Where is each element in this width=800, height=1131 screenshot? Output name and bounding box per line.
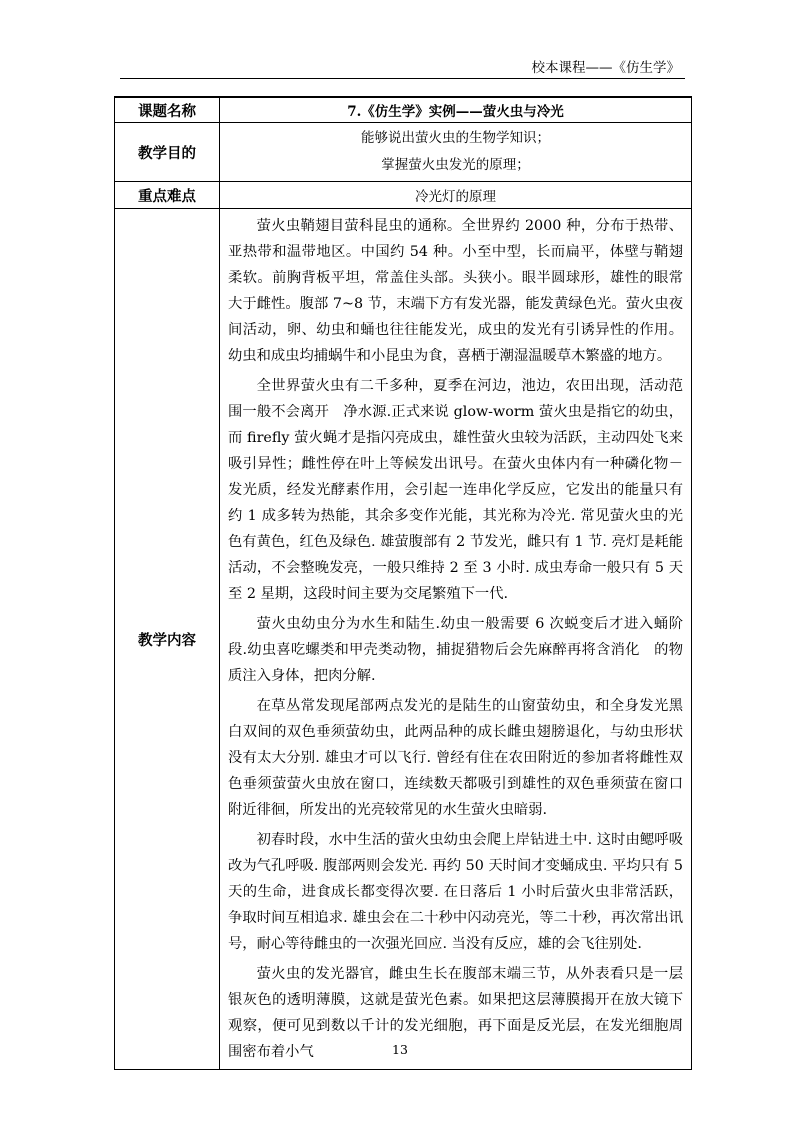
content-paragraph: 在草丛常发现尾部两点发光的是陆生的山窗萤幼虫，和全身发光黑白双间的双色垂须萤幼虫，此两品种的成长雌虫翅膀退化，与幼虫形状没有太大分别. 雄虫才可以飞行. 曾经有住在农田附近的参加者将雌性双色垂须萤萤火虫放在窗口，连续数天都吸引到雄性的双色垂须萤在窗口附近徘徊，所发出的光亮较常见的水生萤火虫暗弱. <box>228 698 683 818</box>
objective-line: 掌握萤火虫发光的原理； <box>381 157 530 173</box>
row-topic <box>115 97 692 123</box>
row-content <box>115 209 692 1070</box>
content-label: 教学内容 <box>115 209 220 1070</box>
topic-label: 课题名称 <box>115 97 220 123</box>
running-header: 校本课程——《仿生学》 <box>531 60 680 76</box>
topic-value: 7.《仿生学》实例——萤火虫与冷光 <box>220 97 692 123</box>
key-points-value: 冷光灯的原理 <box>220 182 692 209</box>
content-paragraph: 萤火虫鞘翅目萤科昆虫的通称。全世界约 2000 种，分布于热带、亚热带和温带地区。中国约 54 种。小至中型，长而扁平，体壁与鞘翅柔软。前胸背板平坦，常盖住头部。头狭小。眼半圆球形，雄性的眼常大于雌性。腹部 7~8 节，末端下方有发光器，能发黄绿色光。萤火虫夜间活动，卵、幼虫和蛹也往往能发光，成虫的发光有引诱异性的作用。幼虫和成虫均捕蜗牛和小昆虫为食，喜栖于潮湿温暖草木繁盛的地方。 <box>228 218 683 364</box>
objective-line: 能够说出萤火虫的生物学知识； <box>361 130 550 146</box>
lesson-plan-table <box>114 96 692 1070</box>
content-paragraph: 萤火虫的发光器官，雌虫生长在腹部末端三节，从外表看只是一层银灰色的透明薄膜，这就是萤光色素。如果把这层薄膜揭开在放大镜下观察，便可见到数以千计的发光细胞，再下面是反光层，在发光细胞周围密布着小气 <box>228 966 683 1060</box>
key-points-label: 重点难点 <box>115 182 220 209</box>
content-body <box>220 209 692 1070</box>
objectives-value <box>220 123 692 182</box>
content-paragraph: 初春时段，水中生活的萤火虫幼虫会爬上岸钻进土中. 这时由鳃呼吸改为气孔呼吸. 腹部两则会发光. 再约 50 天时间才变蛹成虫. 平均只有 5 天的生命，进食成长都变得次要. 在日落后 1 小时后萤火虫非常活跃，争取时间互相追求. 雄虫会在二十秒中闪动亮光，等二十秒，再次常出讯号，耐心等待雌虫的一次强光回应. 当没有反应，雄的会飞往别处. <box>228 832 683 952</box>
row-objectives <box>115 123 692 182</box>
header-rule <box>120 78 685 79</box>
content-paragraph: 全世界萤火虫有二千多种，夏季在河边，池边，农田出现，活动范围一般不会离开 净水源.正式来说 glow-worm 萤火虫是指它的幼虫，而 firefly 萤火蝇才是指闪亮成虫，雄性萤火虫较为活跃，主动四处飞来吸引异性；雌性停在叶上等候发出讯号。在萤火虫体内有一种磷化物－发光质，经发光酵素作用，会引起一连串化学反应，它发出的能量只有约 1 成多转为热能，其余多变作光能，其光称为冷光. 常见萤火虫的光色有黄色，红色及绿色. 雄萤腹部有 2 节发光，雌只有 1 节. 亮灯是耗能活动，不会整晚发亮，一般只维持 2 至 3 小时. 成虫寿命一般只有 5 天至 2 星期，这段时间主要为交尾繁殖下一代. <box>228 378 683 602</box>
row-key-points <box>115 182 692 209</box>
content-paragraph: 萤火虫幼虫分为水生和陆生.幼虫一般需要 6 次蜕变后才进入蛹阶段.幼虫喜吃螺类和甲壳类动物，捕捉猎物后会先麻醉再将含消化 的物质注入身体，把肉分解. <box>228 616 683 684</box>
objectives-label: 教学目的 <box>115 123 220 182</box>
page-number: 13 <box>392 1042 408 1057</box>
